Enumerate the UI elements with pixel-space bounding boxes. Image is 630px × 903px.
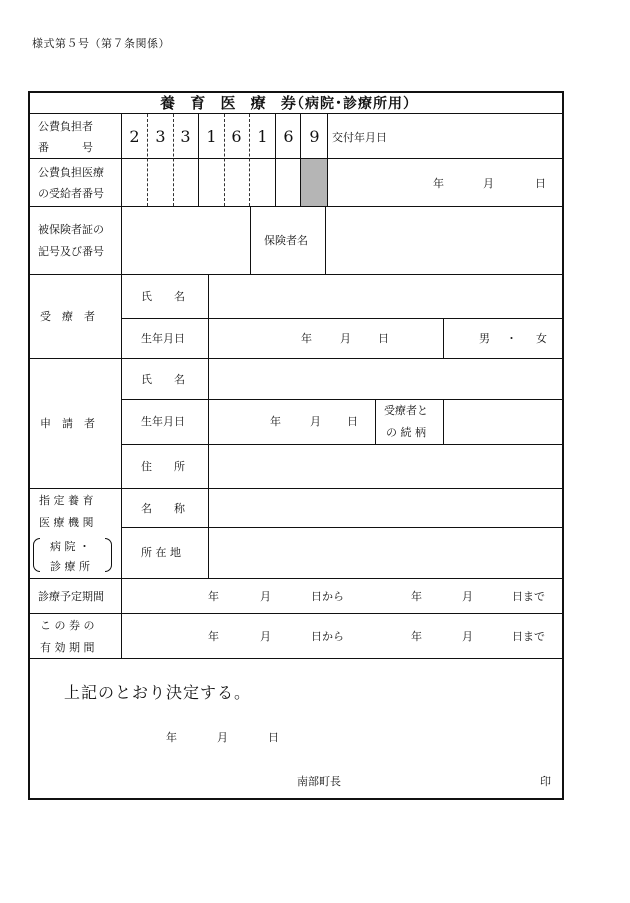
valid-to-year-unit: 年 bbox=[411, 630, 422, 643]
recipient-number-label-1: 公費負担医療 bbox=[38, 166, 104, 179]
divider bbox=[122, 444, 563, 445]
applicant-section-label: 申 請 者 bbox=[40, 417, 95, 430]
divider bbox=[29, 206, 563, 207]
payer-digit: 3 bbox=[180, 127, 191, 146]
planned-to-month-unit: 月 bbox=[462, 590, 473, 603]
relation-label-1: 受療者と bbox=[384, 404, 428, 417]
check-digit-cell bbox=[301, 159, 327, 206]
payer-digit: 1 bbox=[206, 127, 217, 146]
planned-period-label: 診療予定期間 bbox=[38, 590, 104, 603]
valid-period-label-1: こ の 券 の bbox=[40, 619, 95, 632]
seal-mark: 印 bbox=[540, 775, 551, 788]
decision-day-unit: 日 bbox=[268, 731, 279, 744]
payer-digit: 9 bbox=[309, 127, 320, 146]
divider bbox=[122, 527, 563, 528]
insurer-name-label: 保険者名 bbox=[264, 234, 308, 247]
sex-separator: ・ bbox=[506, 332, 517, 345]
sex-male: 男 bbox=[479, 332, 490, 345]
planned-from-month-unit: 月 bbox=[260, 590, 271, 603]
valid-to-month-unit: 月 bbox=[462, 630, 473, 643]
divider bbox=[208, 275, 209, 578]
insurance-label-1: 被保険者証の bbox=[38, 223, 104, 236]
valid-from-month-unit: 月 bbox=[260, 630, 271, 643]
divider bbox=[249, 114, 250, 206]
divider bbox=[29, 358, 563, 359]
divider bbox=[122, 399, 563, 400]
institution-label-1: 指 定 養 育 bbox=[39, 494, 94, 507]
valid-from-year-unit: 年 bbox=[208, 630, 219, 643]
applicant-birth-month-unit: 月 bbox=[310, 415, 321, 428]
institution-location-label: 所 在 地 bbox=[141, 546, 181, 559]
applicant-birth-year-unit: 年 bbox=[270, 415, 281, 428]
relation-label-2: の 続 柄 bbox=[386, 426, 426, 439]
issuer-name: 南部町長 bbox=[297, 775, 341, 788]
divider bbox=[325, 207, 326, 274]
public-payer-label-1: 公費負担者 bbox=[38, 120, 93, 133]
payer-digit: 3 bbox=[155, 127, 166, 146]
divider bbox=[29, 274, 563, 275]
patient-birth-day-unit: 日 bbox=[378, 332, 389, 345]
payer-digit: 2 bbox=[129, 127, 140, 146]
institution-name-label: 名 称 bbox=[141, 502, 185, 515]
decision-month-unit: 月 bbox=[217, 731, 228, 744]
public-payer-label-2: 番 号 bbox=[38, 141, 93, 154]
form-title-suffix: （病院･診療所用） bbox=[290, 96, 418, 112]
patient-birth-year-unit: 年 bbox=[301, 332, 312, 345]
planned-from-suffix: 日から bbox=[311, 590, 344, 603]
divider bbox=[29, 658, 563, 659]
applicant-birth-label: 生年月日 bbox=[141, 415, 185, 428]
institution-label-2: 医 療 機 関 bbox=[39, 516, 94, 529]
divider bbox=[121, 114, 122, 658]
institution-label-4: 診 療 所 bbox=[50, 560, 90, 573]
divider bbox=[122, 318, 563, 319]
applicant-name-label: 氏 名 bbox=[141, 373, 185, 386]
patient-birth-label: 生年月日 bbox=[141, 332, 185, 345]
divider bbox=[29, 158, 563, 159]
patient-name-label: 氏 名 bbox=[141, 290, 185, 303]
divider bbox=[375, 400, 376, 444]
bracket-right bbox=[105, 538, 112, 572]
bracket-left bbox=[33, 538, 40, 572]
planned-to-year-unit: 年 bbox=[411, 590, 422, 603]
divider bbox=[173, 114, 174, 206]
divider bbox=[29, 113, 563, 114]
divider bbox=[29, 488, 563, 489]
divider bbox=[327, 114, 328, 206]
issue-day-unit: 日 bbox=[535, 177, 546, 190]
applicant-birth-day-unit: 日 bbox=[347, 415, 358, 428]
divider bbox=[250, 207, 251, 274]
divider bbox=[224, 114, 225, 206]
institution-label-3: 病 院 ・ bbox=[50, 540, 90, 553]
divider bbox=[29, 613, 563, 614]
decision-year-unit: 年 bbox=[166, 731, 177, 744]
valid-period-label-2: 有 効 期 間 bbox=[40, 641, 95, 654]
insurance-label-2: 記号及び番号 bbox=[38, 245, 104, 258]
payer-digit: 6 bbox=[231, 127, 242, 146]
divider bbox=[275, 114, 276, 206]
issue-date-label: 交付年月日 bbox=[332, 131, 387, 144]
sex-female: 女 bbox=[536, 332, 547, 345]
patient-birth-month-unit: 月 bbox=[340, 332, 351, 345]
form-number: 様式第５号（第７条関係） bbox=[32, 37, 170, 50]
divider bbox=[29, 578, 563, 579]
divider bbox=[443, 400, 444, 444]
divider bbox=[198, 114, 199, 206]
valid-from-suffix: 日から bbox=[311, 630, 344, 643]
issue-year-unit: 年 bbox=[433, 177, 444, 190]
issue-month-unit: 月 bbox=[483, 177, 494, 190]
payer-digit: 1 bbox=[257, 127, 268, 146]
divider bbox=[147, 114, 148, 206]
divider bbox=[443, 319, 444, 358]
recipient-number-label-2: の受給者番号 bbox=[38, 187, 104, 200]
decision-statement: 上記のとおり決定する。 bbox=[64, 683, 252, 702]
applicant-address-label: 住 所 bbox=[141, 460, 185, 473]
payer-digit: 6 bbox=[283, 127, 294, 146]
form-title: 養 育 医 療 券 bbox=[160, 94, 301, 112]
patient-section-label: 受 療 者 bbox=[40, 310, 95, 323]
planned-to-suffix: 日まで bbox=[512, 590, 545, 603]
valid-to-suffix: 日まで bbox=[512, 630, 545, 643]
planned-from-year-unit: 年 bbox=[208, 590, 219, 603]
